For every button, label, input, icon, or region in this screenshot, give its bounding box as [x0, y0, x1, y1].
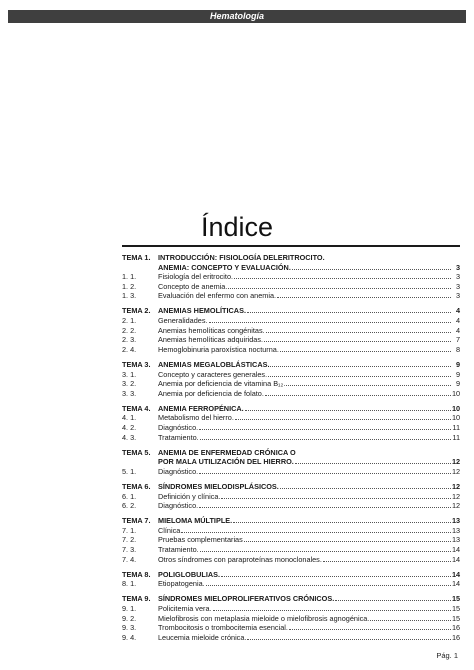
toc-section-heading[interactable] — [122, 457, 460, 467]
toc-subsection-number: 7. 4. — [122, 554, 137, 564]
dot-leader — [245, 404, 451, 411]
toc-subsection-number: 6. 2. — [122, 501, 137, 511]
toc-subsection-title: Diagnóstico. — [158, 466, 199, 476]
toc-subsection[interactable] — [122, 501, 460, 511]
dot-leader — [221, 570, 451, 577]
toc-subsection-title: Clínica — [158, 525, 181, 535]
dot-leader — [244, 535, 451, 542]
dot-leader — [200, 545, 451, 552]
toc-section-heading[interactable] — [122, 516, 460, 526]
dot-leader — [323, 555, 451, 562]
dot-leader — [206, 579, 451, 586]
toc-subsection-number: 7. 3. — [122, 545, 137, 555]
toc-page-number: 9 — [455, 369, 460, 379]
toc-subsection-number: 2. 2. — [122, 325, 137, 335]
toc-page-number: 14 — [452, 569, 461, 579]
toc-section-number: TEMA 3. — [122, 359, 151, 369]
dot-leader — [280, 482, 451, 489]
toc-page-number: 13 — [452, 535, 461, 545]
dot-leader — [181, 526, 451, 533]
toc-subsection-title: Pruebas complementarias — [158, 535, 243, 545]
dot-leader — [280, 345, 451, 352]
toc-section-number: TEMA 1. — [122, 253, 151, 262]
toc-section-number: TEMA 9. — [122, 594, 151, 604]
toc-page-number: 10 — [452, 388, 461, 398]
toc-subsection-title: Tratamiento. — [158, 432, 199, 442]
toc-page-number: 9 — [455, 379, 460, 389]
toc-subsection[interactable] — [122, 389, 460, 399]
toc-subsection-title: Etiopatogenia. — [158, 579, 205, 589]
toc-page-number: 14 — [452, 554, 461, 564]
dot-leader — [286, 379, 451, 386]
toc-subsection-title: Generalidades. — [158, 316, 208, 326]
toc-subsection[interactable] — [122, 335, 460, 345]
toc-section-title: ANEMIAS MEGALOBLÁSTICAS. — [158, 359, 270, 369]
toc-page-number: 12 — [452, 466, 461, 476]
toc-page-number: 4 — [455, 325, 460, 335]
toc-section — [122, 594, 460, 642]
toc-subsection-number: 8. 1. — [122, 579, 137, 589]
toc-subsection[interactable] — [122, 633, 460, 643]
toc-section-number: TEMA 8. — [122, 569, 151, 579]
toc-subsection[interactable] — [122, 555, 460, 565]
toc-subsection-title: Otros síndromes con paraproteínas monoclonales. — [158, 554, 322, 564]
toc-subsection-number: 4. 1. — [122, 413, 137, 423]
toc-subsection-number: 5. 1. — [122, 466, 137, 476]
title-divider — [122, 245, 460, 247]
toc-page-number: 10 — [452, 413, 461, 423]
toc-subsection-title: Metabolismo del hierro. — [158, 413, 234, 423]
toc-subsection[interactable] — [122, 535, 460, 545]
dot-leader — [268, 370, 451, 377]
dot-leader — [335, 594, 451, 601]
toc-page-number: 11 — [452, 423, 460, 432]
toc-section-title: MIELOMA MÚLTIPLE. — [158, 516, 233, 526]
toc-subsection-title: Diagnóstico. — [158, 501, 199, 511]
toc-subsection-title: Evaluación del enfermo con anemia. — [158, 291, 277, 301]
toc-subsection[interactable] — [122, 423, 460, 433]
toc-subsection-title: Mielofibrosis con metaplasia mieloide o mielofibrosis agnogénica. — [158, 613, 370, 623]
toc-page-number: 8 — [455, 344, 460, 354]
dot-leader — [199, 501, 451, 508]
toc-section-heading[interactable] — [122, 306, 460, 316]
toc-subsection[interactable] — [122, 272, 460, 282]
dot-leader — [221, 492, 451, 499]
toc-section-title: ANEMIAS HEMOLÍTICAS. — [158, 306, 246, 316]
dot-leader — [266, 326, 451, 333]
toc-subsection-title: Anemias hemolíticas congénitas. — [158, 325, 265, 335]
toc-section-title: ANEMIA FERROPÉNICA. — [158, 403, 244, 413]
dot-leader — [265, 389, 451, 396]
toc-section — [122, 516, 460, 564]
toc-subsection-number: 4. 2. — [122, 423, 137, 432]
page-title: Índice — [200, 212, 274, 242]
toc-subsection-number: 4. 3. — [122, 432, 137, 442]
toc-subsection-number: 9. 3. — [122, 623, 137, 633]
dot-leader — [247, 633, 451, 640]
toc-subsection[interactable] — [122, 492, 460, 502]
toc-subsection-number: 1. 2. — [122, 281, 137, 291]
toc-section-heading[interactable] — [122, 263, 460, 273]
toc-section-number: TEMA 5. — [122, 447, 151, 457]
toc-subsection[interactable] — [122, 579, 460, 589]
toc-section-heading[interactable] — [122, 360, 460, 370]
toc-section-title: INTRODUCCIÓN: FISIOLOGÍA DELERITROCITO. — [158, 253, 325, 262]
dot-leader — [233, 516, 451, 523]
toc-page-number: 3 — [455, 262, 460, 272]
toc-section — [122, 404, 460, 442]
toc-subsection[interactable] — [122, 623, 460, 633]
toc-section-title: ANEMIA DE ENFERMEDAD CRÓNICA O — [158, 447, 296, 457]
toc-subsection[interactable] — [122, 282, 460, 292]
toc-subsection[interactable] — [122, 370, 460, 380]
toc-page-number: 12 — [452, 501, 461, 511]
toc-page-number: 11 — [452, 432, 460, 442]
toc-page-number: 16 — [452, 632, 461, 642]
toc-subsection-title: Policitemia vera. — [158, 604, 212, 613]
dot-leader — [292, 263, 451, 270]
toc-section — [122, 253, 460, 301]
toc-section — [122, 306, 460, 354]
dot-leader — [264, 335, 451, 342]
header-bar — [8, 10, 466, 23]
toc-page-number: 13 — [452, 525, 461, 535]
toc-subsection-number: 1. 1. — [122, 272, 137, 282]
dot-leader — [289, 623, 451, 630]
toc-section-title: SÍNDROMES MIELODISPLÁSICOS. — [158, 481, 279, 491]
toc-subsection-title: Anemias hemolíticas adquiridas. — [158, 335, 264, 345]
dot-leader — [199, 423, 451, 430]
dot-leader — [247, 306, 451, 313]
toc-subsection[interactable] — [122, 379, 460, 389]
toc-page-number: 12 — [452, 481, 461, 491]
toc-page-number: 3 — [455, 281, 460, 291]
toc-subsection-title: Tratamiento. — [158, 545, 199, 555]
dot-leader — [235, 413, 451, 420]
toc-subsection-number: 7. 2. — [122, 535, 137, 545]
toc-subsection[interactable] — [122, 545, 460, 555]
toc-subsection-number: 9. 2. — [122, 613, 137, 623]
toc-page-number: 15 — [452, 613, 461, 623]
toc-section-heading[interactable] — [122, 570, 460, 580]
toc-page-number: 15 — [452, 594, 461, 604]
toc-section — [122, 360, 460, 398]
dot-leader — [199, 467, 451, 474]
toc-subsection-number: 2. 3. — [122, 335, 137, 345]
toc-subsection[interactable] — [122, 467, 460, 477]
toc-page-number: 7 — [455, 335, 460, 345]
toc-page-number: 10 — [452, 403, 461, 413]
dot-leader — [270, 360, 451, 367]
toc-subsection[interactable] — [122, 526, 460, 536]
toc-section-heading[interactable] — [122, 253, 460, 263]
toc-subsection[interactable] — [122, 604, 460, 614]
toc-subsection[interactable] — [122, 291, 460, 301]
toc-subsection[interactable] — [122, 614, 460, 624]
toc-subsection-number: 1. 3. — [122, 291, 137, 301]
toc-subsection-title: Hemoglobinuria paroxística nocturna. — [158, 344, 279, 354]
toc-section-number: TEMA 2. — [122, 306, 151, 316]
toc-section-title: ANEMIA: CONCEPTO Y EVALUACIÓN. — [158, 262, 291, 272]
toc-page-number: 15 — [452, 604, 461, 613]
dot-leader — [228, 282, 451, 289]
dot-leader — [209, 316, 452, 323]
toc-page-number: 14 — [452, 545, 461, 555]
toc-page-number: 16 — [452, 623, 461, 633]
toc-page-number: 12 — [452, 457, 461, 467]
toc-page-number: 13 — [452, 516, 461, 526]
toc-section-number: TEMA 7. — [122, 516, 151, 526]
toc-subsection-title: Concepto y caracteres generales. — [158, 369, 268, 379]
toc-page-number: 3 — [455, 272, 460, 282]
toc-subsection-number: 2. 4. — [122, 344, 137, 354]
toc-page-number: 14 — [452, 579, 461, 589]
toc-section — [122, 448, 460, 477]
toc-subsection-number: 6. 1. — [122, 491, 137, 501]
toc-subsection-title: Fisiología del eritrocito. — [158, 272, 234, 282]
toc-section-title: POR MALA UTILIZACIÓN DEL HIERRO. — [158, 457, 294, 467]
toc-subsection-number: 7. 1. — [122, 525, 137, 535]
toc-subsection[interactable] — [122, 326, 460, 336]
toc-page-number: 4 — [455, 306, 460, 316]
toc-section-number: TEMA 6. — [122, 481, 151, 491]
toc-subsection-title: Concepto de anemia. — [158, 281, 228, 291]
toc-subsection[interactable] — [122, 413, 460, 423]
toc-subsection-number: 3. 2. — [122, 379, 137, 389]
toc-section — [122, 482, 460, 511]
toc-subsection[interactable] — [122, 345, 460, 355]
header-title: Hematología — [209, 11, 264, 21]
toc-subsection-title: Anemia por deficiencia de vitamina B₁₂. — [158, 379, 286, 389]
dot-leader — [295, 457, 451, 464]
toc-subsection-number: 2. 1. — [122, 316, 137, 326]
dot-leader — [200, 433, 451, 440]
toc-section-heading[interactable] — [122, 404, 460, 414]
toc-subsection-title: Definición y clínica. — [158, 491, 221, 501]
dot-leader — [277, 291, 451, 298]
toc-section — [122, 570, 460, 589]
toc-subsection[interactable] — [122, 316, 460, 326]
toc-subsection-title: Anemia por deficiencia de folato. — [158, 388, 264, 398]
toc-subsection-number: 3. 1. — [122, 369, 137, 379]
toc-page-number: 12 — [452, 491, 461, 501]
toc-section-title: SÍNDROMES MIELOPROLIFERATIVOS CRÓNICOS. — [158, 594, 335, 604]
table-of-contents — [122, 253, 460, 648]
toc-page-number: 4 — [455, 316, 460, 326]
dot-leader — [213, 604, 451, 611]
toc-subsection-number: 3. 3. — [122, 388, 137, 398]
toc-section-heading[interactable] — [122, 448, 460, 458]
toc-section-heading[interactable] — [122, 594, 460, 604]
toc-section-heading[interactable] — [122, 482, 460, 492]
toc-page-number: 3 — [455, 291, 460, 301]
toc-page-number: 9 — [455, 359, 460, 369]
dot-leader — [370, 614, 451, 621]
toc-subsection-number: 9. 1. — [122, 604, 137, 613]
toc-subsection-title: Trombocitosis o trombocitemia esencial. — [158, 623, 288, 633]
toc-subsection-title: Diagnóstico. — [158, 423, 199, 432]
page-number: Pág. 1 — [436, 651, 458, 660]
toc-section-number: TEMA 4. — [122, 403, 151, 413]
toc-subsection[interactable] — [122, 433, 460, 443]
toc-section-title: POLIGLOBULIAS. — [158, 569, 221, 579]
toc-subsection-title: Leucemia mieloide crónica. — [158, 632, 247, 642]
toc-subsection-number: 9. 4. — [122, 632, 137, 642]
dot-leader — [234, 272, 451, 279]
